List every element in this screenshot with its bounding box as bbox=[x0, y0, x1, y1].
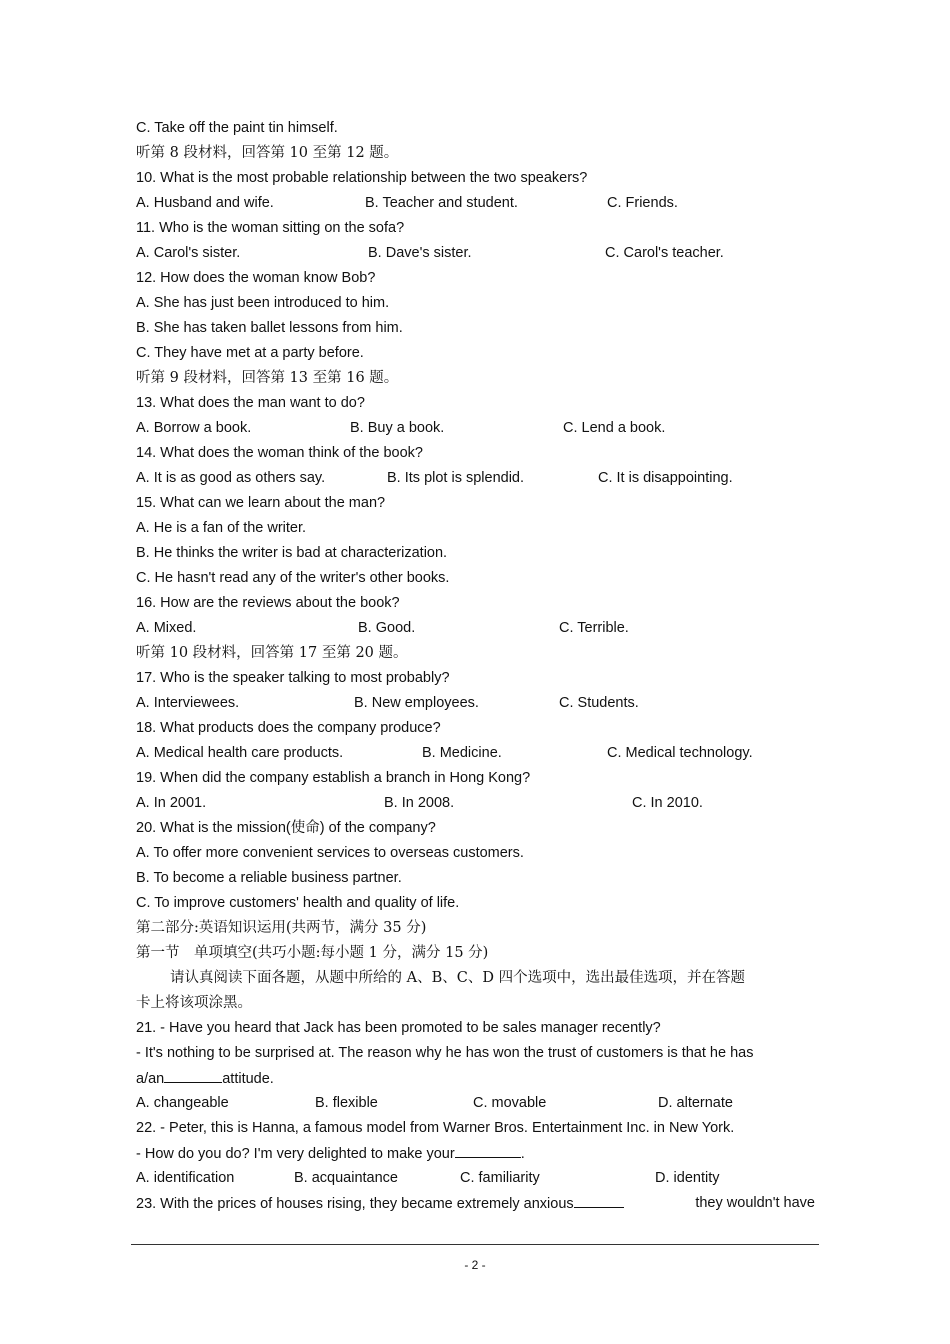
option-a: A. It is as good as others say. bbox=[136, 470, 326, 486]
text-line: C. Take off the paint tin himself. bbox=[136, 120, 338, 136]
section-heading: 第一节 单项填空(共巧小题:每小题 1 分，满分 15 分) bbox=[136, 945, 489, 961]
option-d: D. alternate bbox=[658, 1095, 733, 1111]
option-c: C. In 2010. bbox=[632, 795, 703, 811]
question-17: 17. Who is the speaker talking to most probably? bbox=[136, 670, 450, 686]
options-q16 bbox=[136, 616, 815, 641]
option-c: C. movable bbox=[473, 1095, 547, 1111]
option-a: A. Borrow a book. bbox=[136, 420, 252, 436]
answer-blank bbox=[164, 1066, 222, 1083]
section-heading: 听第 9 段材料，回答第 13 至第 16 题。 bbox=[136, 370, 399, 386]
options-q17 bbox=[136, 691, 815, 716]
options-q22 bbox=[136, 1166, 815, 1191]
option-b: B. Good. bbox=[358, 620, 416, 636]
option-c: C. To improve customers' health and quality of life. bbox=[136, 895, 460, 911]
question-18: 18. What products does the company produce? bbox=[136, 720, 441, 736]
question-10: 10. What is the most probable relationship between the two speakers? bbox=[136, 170, 588, 186]
question-12: 12. How does the woman know Bob? bbox=[136, 270, 376, 286]
option-a: A. She has just been introduced to him. bbox=[136, 295, 390, 311]
question-19: 19. When did the company establish a branch in Hong Kong? bbox=[136, 770, 531, 786]
question-16: 16. How are the reviews about the book? bbox=[136, 595, 400, 611]
options-q21 bbox=[136, 1091, 815, 1116]
option-a: A. He is a fan of the writer. bbox=[136, 520, 307, 536]
option-b: B. He thinks the writer is bad at characterization. bbox=[136, 545, 448, 561]
option-a: A. Medical health care products. bbox=[136, 745, 344, 761]
page-number: - 2 - bbox=[464, 1258, 486, 1272]
option-c: C. Students. bbox=[559, 695, 639, 711]
option-c: C. He hasn't read any of the writer's other books. bbox=[136, 570, 450, 586]
answer-blank bbox=[574, 1191, 624, 1208]
text-fragment: they wouldn't have bbox=[695, 1195, 815, 1211]
option-b: B. Buy a book. bbox=[350, 420, 445, 436]
question-21: 21. - Have you heard that Jack has been promoted to be sales manager recently? bbox=[136, 1020, 661, 1036]
question-15: 15. What can we learn about the man? bbox=[136, 495, 386, 511]
text-fragment: attitude. bbox=[222, 1071, 274, 1087]
options-q19 bbox=[136, 791, 815, 816]
footer-divider bbox=[131, 1244, 819, 1245]
question-23 bbox=[136, 1191, 815, 1216]
option-a: A. Interviewees. bbox=[136, 695, 240, 711]
options-q10 bbox=[136, 191, 815, 216]
answer-blank bbox=[455, 1141, 521, 1158]
instructions: 请认真阅读下面各题，从题中所给的 A、B、C、D 四个选项中，选出最佳选项，并在答题 bbox=[170, 970, 746, 986]
option-a: A. To offer more convenient services to overseas customers. bbox=[136, 845, 524, 861]
option-c: C. They have met at a party before. bbox=[136, 345, 364, 361]
option-b: B. flexible bbox=[315, 1095, 378, 1111]
option-c: C. Medical technology. bbox=[607, 745, 753, 761]
option-c: C. Terrible. bbox=[559, 620, 629, 636]
option-d: D. identity bbox=[655, 1170, 720, 1186]
text-fragment: - How do you do? I'm very delighted to make your bbox=[136, 1146, 455, 1162]
section-heading: 听第 10 段材料，回答第 17 至第 20 题。 bbox=[136, 645, 408, 661]
text-fragment: 23. With the prices of houses rising, they became extremely anxious bbox=[136, 1196, 574, 1212]
option-b: B. In 2008. bbox=[384, 795, 455, 811]
option-b: B. To become a reliable business partner. bbox=[136, 870, 402, 886]
question-22-reply bbox=[136, 1141, 525, 1166]
option-b: B. acquaintance bbox=[294, 1170, 398, 1186]
options-q14 bbox=[136, 466, 815, 491]
options-q13 bbox=[136, 416, 815, 441]
part-heading: 第二部分:英语知识运用(共两节，满分 35 分) bbox=[136, 920, 427, 936]
options-q18 bbox=[136, 741, 815, 766]
option-a: A. Husband and wife. bbox=[136, 195, 274, 211]
option-a: A. Carol's sister. bbox=[136, 245, 241, 261]
option-a: A. Mixed. bbox=[136, 620, 197, 636]
option-b: B. Teacher and student. bbox=[365, 195, 518, 211]
options-q11 bbox=[136, 241, 815, 266]
question-22: 22. - Peter, this is Hanna, a famous model from Warner Bros. Entertainment Inc. in New York. bbox=[136, 1120, 735, 1136]
section-heading: 听第 8 段材料，回答第 10 至第 12 题。 bbox=[136, 145, 399, 161]
question-21-cont bbox=[136, 1066, 274, 1091]
option-c: C. Friends. bbox=[607, 195, 678, 211]
option-c: C. It is disappointing. bbox=[598, 470, 733, 486]
option-b: B. New employees. bbox=[354, 695, 479, 711]
text-fragment: a/an bbox=[136, 1071, 165, 1087]
question-21-reply: - It's nothing to be surprised at. The reason why he has won the trust of customers is that he has bbox=[136, 1045, 754, 1061]
question-20: 20. What is the mission(使命) of the company? bbox=[136, 820, 436, 836]
option-a: A. In 2001. bbox=[136, 795, 207, 811]
option-a: A. identification bbox=[136, 1170, 235, 1186]
option-b: B. Dave's sister. bbox=[368, 245, 472, 261]
option-c: C. Lend a book. bbox=[563, 420, 666, 436]
option-b: B. Its plot is splendid. bbox=[387, 470, 525, 486]
question-13: 13. What does the man want to do? bbox=[136, 395, 365, 411]
option-a: A. changeable bbox=[136, 1095, 229, 1111]
option-b: B. Medicine. bbox=[422, 745, 502, 761]
text-fragment bbox=[136, 1191, 624, 1216]
text-fragment: . bbox=[520, 1146, 525, 1162]
instructions-cont: 卡上将该项涂黑。 bbox=[136, 995, 252, 1011]
option-c: C. Carol's teacher. bbox=[605, 245, 724, 261]
option-c: C. familiarity bbox=[460, 1170, 540, 1186]
question-11: 11. Who is the woman sitting on the sofa? bbox=[136, 220, 405, 236]
question-14: 14. What does the woman think of the book? bbox=[136, 445, 423, 461]
option-b: B. She has taken ballet lessons from him. bbox=[136, 320, 403, 336]
